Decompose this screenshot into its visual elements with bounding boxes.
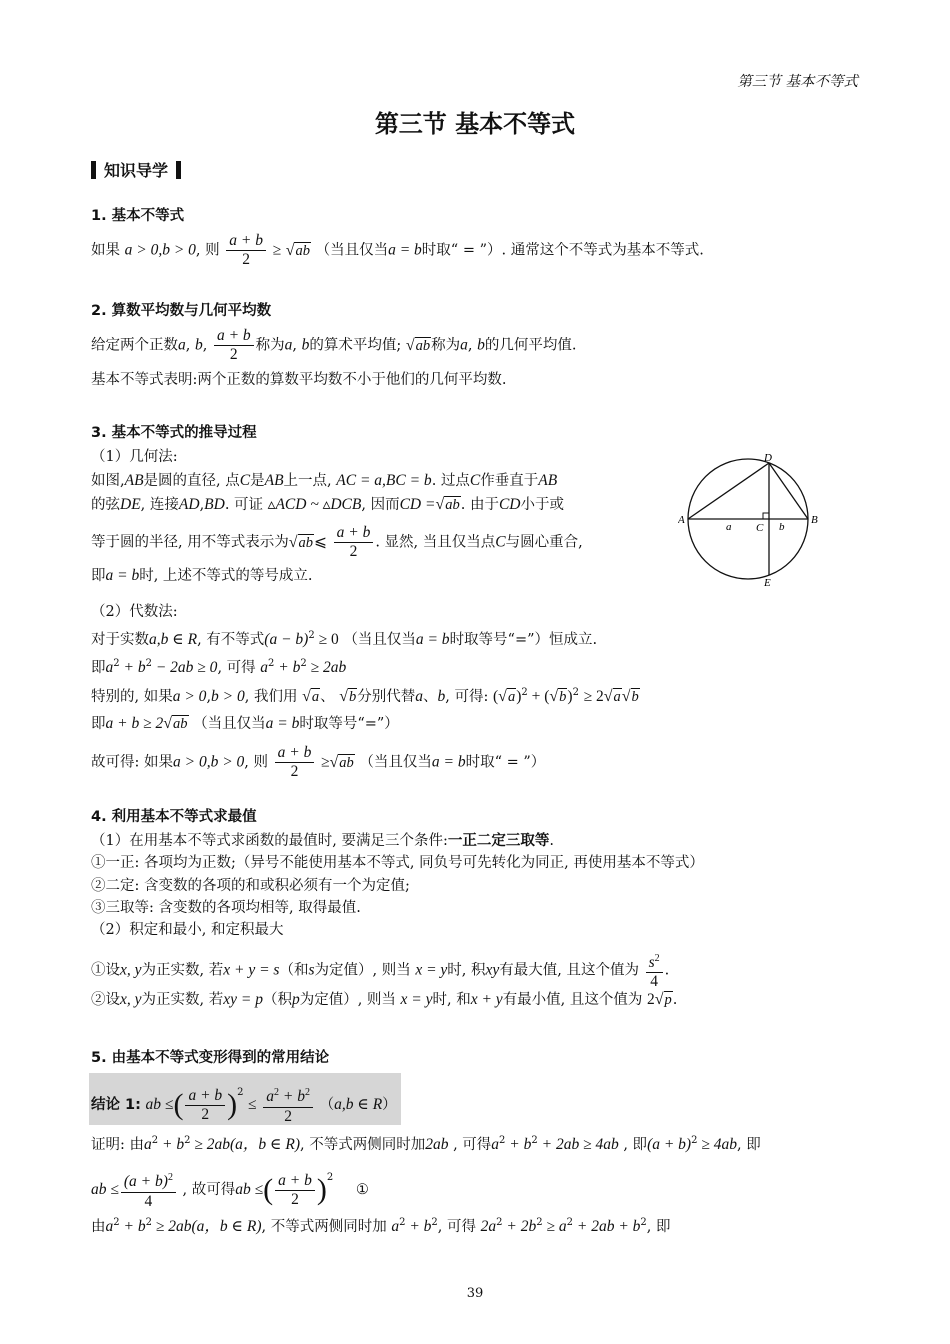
running-header: 第三节 基本不等式: [737, 74, 858, 90]
heading-s1: 1. 基本不等式: [91, 208, 185, 224]
geo-title: （1）几何法:: [91, 449, 178, 465]
proof-line3: 由$a^2 + b^2 \ge 2ab(a$，b ∈ R), 不等式两侧同时加 $a^2 + b^2$, 可得 $2a^2 + 2b^2 \ge a^2 + 2ab + b^2$, 即: [91, 1217, 671, 1235]
s4-line2: ①一正: 各项均为正数;（异号不能使用基本不等式, 同负号可先转化为同正, 再使用基本不等式）: [91, 855, 704, 871]
s4-line1: （1）在用基本不等式求函数的最值时, 要满足三个条件:一正二定三取等.: [91, 833, 554, 849]
s4-line4: ③三取等: 含变数的各项均相等, 取得最值.: [91, 900, 361, 916]
s1-line: 如果 a > 0,b > 0, 则 $\frac{a + b}{2}$ ≥ √ab （当且仅当a = b时取“ = ”）. 通常这个不等式为基本不等式.: [91, 232, 704, 268]
segment-bd: [769, 463, 808, 519]
geo-line1: 如图,AB是圆的直径, 点C是AB上一点, AC = a,BC = b. 过点C作垂直于AB: [91, 472, 558, 489]
proof-line2: ab ≤ $\frac{(a + b)^2}{4}$ , 故可得ab ≤( $\frac{a + b}{2}$ )$^2$ ①: [91, 1168, 369, 1211]
s2-line2: 基本不等式表明:两个正数的算数平均数不小于他们的几何平均数.: [91, 372, 507, 388]
label-c-point: C: [756, 522, 764, 534]
s2-line1: 给定两个正数a, b, $\frac{a + b}{2}$ 称为a, b的算术平均值; √ab称为a, b的几何平均值.: [91, 327, 577, 363]
fraction: $\frac{a + b}{2}$: [214, 327, 254, 364]
page-title: 第三节 基本不等式: [374, 110, 576, 138]
circle-diagram: [678, 452, 818, 588]
bar-left-icon: [91, 161, 96, 179]
page-number: 39: [466, 1286, 484, 1301]
label-e-point: E: [764, 577, 771, 588]
label-b-length: b: [779, 521, 785, 533]
alg-line1: 对于实数a,b ∈ R, 有不等式$(a - b)^2 \ge 0$ （当且仅当a = b时取等号“=”）恒成立.: [91, 630, 598, 648]
s4-line5: （2）积定和最小, 和定积最大: [91, 922, 284, 938]
alg-line4: 即a + b ≥ 2√ab （当且仅当a = b时取等号“=”）: [91, 715, 399, 732]
geo-line4: 即a = b时, 上述不等式的等号成立.: [91, 567, 313, 584]
geo-line2: 的弦DE, 连接AD,BD. 可证 ▵ACD ~ ▵DCB, 因而CD =√ab. 由于CD小于或: [91, 496, 565, 513]
heading-s5: 5. 由基本不等式变形得到的常用结论: [91, 1050, 330, 1066]
heading-s3: 3. 基本不等式的推导过程: [91, 425, 257, 441]
s4-line3: ②二定: 含变数的各项的和或积必须有一个为定值;: [91, 878, 410, 894]
section-tag-label: 知识导学: [104, 161, 169, 180]
label-a-point: A: [678, 514, 685, 526]
bar-right-icon: [176, 161, 181, 179]
section-tag: [91, 158, 189, 181]
proof-line1: 证明: 由$a^2 + b^2 \ge 2ab(a$，b ∈ R), 不等式两侧同时加2ab , 可得$a^2 + b^2 + 2ab \ge 4ab$ , 即$(a + b)^2 \ge 4ab$, 即: [91, 1135, 761, 1153]
segment-ad: [688, 463, 769, 519]
geo-line3: 等于圆的半径, 用不等式表示为√ab⩽ $\frac{a + b}{2}$ . 显然, 当且仅当点C与圆心重合,: [91, 524, 583, 560]
alg-line3: 特别的, 如果a > 0,b > 0, 我们用 √a、 √b分别代替a、b, 可得: $(√a)^2 + (√b)^2 \ge 2√a√b$: [91, 687, 639, 705]
alg-line2: 即$a^2 + b^2 - 2ab \ge 0$, 可得 $a^2 + b^2 \ge 2ab$: [91, 658, 347, 676]
heading-s4: 4. 利用基本不等式求最值: [91, 809, 257, 825]
s4-line6: ①设x, y为正实数, 若x + y = s（和s为定值）, 则当 x = y时, 积xy有最大值, 且这个值为 $\frac{s^2}{4}$ .: [91, 950, 669, 991]
conclusion-1: 结论 1: ab ≤( $\frac{a + b}{2}$ )$^2$ ≤ $\frac{a^2 + b^2}{2}$ （a,b ∈ R）: [91, 1083, 397, 1126]
heading-s2: 2. 算数平均数与几何平均数: [91, 303, 272, 319]
label-d-point: D: [764, 452, 772, 464]
sqrt: √ab: [285, 241, 310, 259]
right-angle-mark: [763, 513, 769, 519]
alg-line5: 故可得: 如果a > 0,b > 0, 则 $\frac{a + b}{2}$ ≥√ab （当且仅当a = b时取“ = ”）: [91, 744, 546, 780]
s4-line7: ②设x, y为正实数, 若xy = p（积p为定值）, 则当 x = y时, 和x + y有最小值, 且这个值为 2√p.: [91, 991, 678, 1008]
sqrt: √ab: [405, 336, 431, 354]
label-a-length: a: [726, 521, 732, 533]
label-b-point: B: [811, 514, 818, 526]
alg-title: （2）代数法:: [91, 604, 178, 620]
fraction: $\frac{a + b}{2}$: [226, 232, 266, 269]
